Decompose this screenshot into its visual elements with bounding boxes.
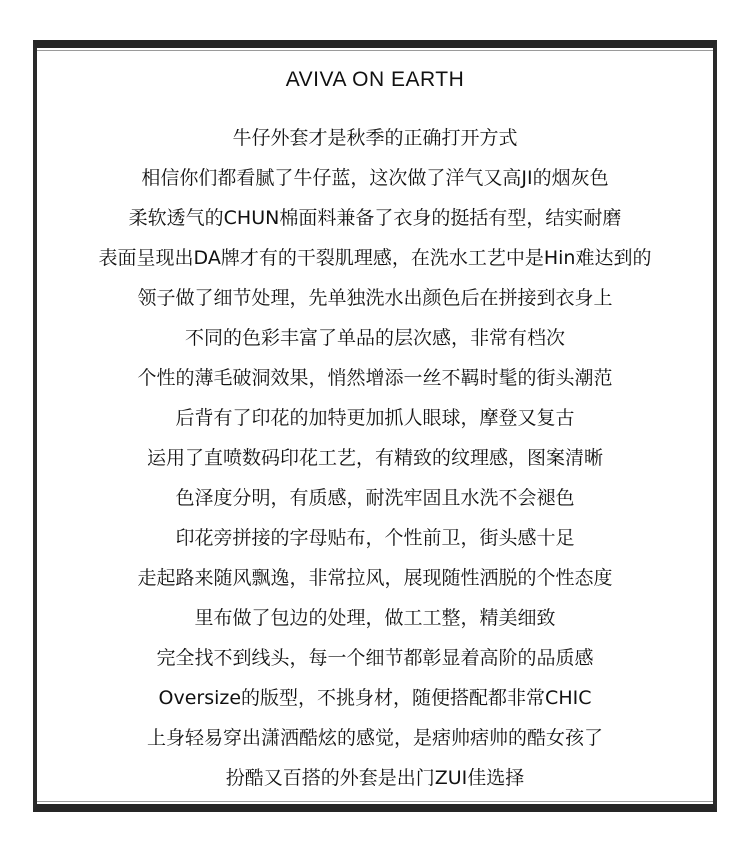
description-line: 柔软透气的CHUN棉面料兼备了衣身的挺括有型，结实耐磨 [128,207,622,229]
description-line: 表面呈现出DA牌才有的干裂肌理感，在洗水工艺中是Hin难达到的 [98,247,652,269]
description-lines [37,118,713,798]
document-title: AVIVA ON EARTH [285,68,465,91]
description-line: 运用了直喷数码印花工艺，有精致的纹理感，图案清晰 [146,447,603,469]
description-line: 后背有了印花的加特更加抓人眼球，摩登又复古 [175,407,575,429]
description-line: 扮酷又百搭的外套是出门ZUI佳选择 [225,767,525,789]
description-line: 上身轻易穿出潇洒酷炫的感觉，是痞帅痞帅的酷女孩了 [146,727,603,749]
description-line: 不同的色彩丰富了单品的层次感，非常有档次 [184,327,565,349]
text-frame [33,40,717,812]
description-line: 色泽度分明，有质感，耐洗牢固且水洗不会褪色 [175,487,575,509]
description-line: 完全找不到线头，每一个细节都彰显着高阶的品质感 [156,647,594,669]
description-line: 牛仔外套才是秋季的正确打开方式 [232,127,518,149]
description-line: 里布做了包边的处理，做工工整，精美细致 [194,607,556,629]
description-line: 个性的薄毛破洞效果，悄然增添一丝不羁时髦的街头潮范 [137,367,613,389]
description-line: Oversize的版型，不挑身材，随便搭配都非常CHIC [158,687,592,709]
description-line: 印花旁拼接的字母贴布，个性前卫，街头感十足 [175,527,575,549]
description-line: 相信你们都看腻了牛仔蓝，这次做了洋气又高JI的烟灰色 [141,167,609,189]
description-line: 走起路来随风飘逸，非常拉风，展现随性洒脱的个性态度 [137,567,613,589]
description-line: 领子做了细节处理，先单独洗水出颜色后在拼接到衣身上 [137,287,613,309]
